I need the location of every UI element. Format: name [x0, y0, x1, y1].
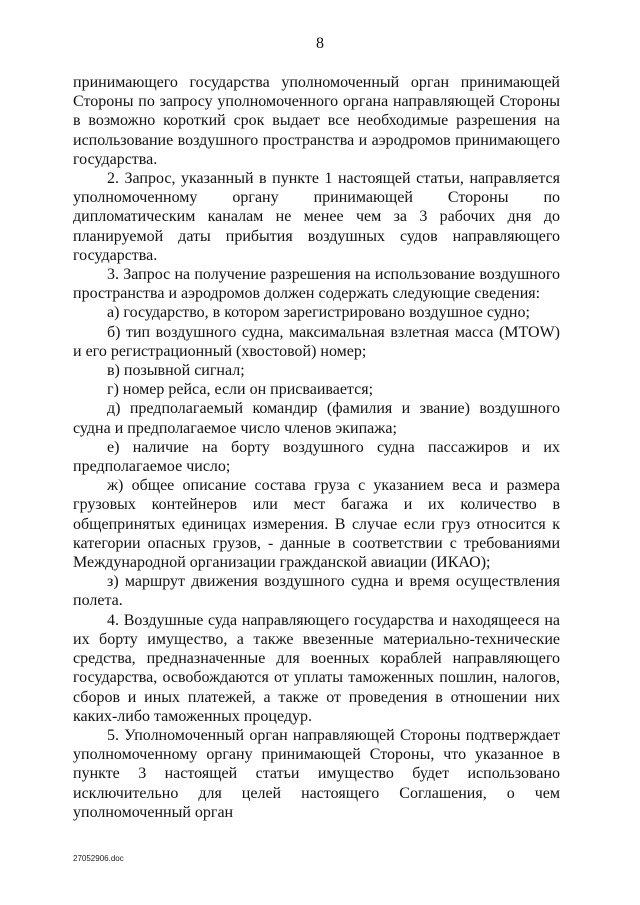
file-name-footer: 27052906.doc — [73, 854, 124, 863]
list-item: е) наличие на борту воздушного судна пассажиров и их предполагаемое число; — [73, 438, 560, 476]
list-item: д) предполагаемый командир (фамилия и звание) воздушного судна и предполагаемое число членов экипажа; — [73, 400, 560, 437]
list-item: в) позывной сигнал; — [107, 362, 245, 380]
paragraph: 5. Уполномоченный орган направляющей Стороны подтверждает уполномоченному органу принимающей Стороны, что указанное в пункте 3 настоящей статьи имущество будет использовано исключительно для целей настоящего Соглашения, о чем уполномоченный орган — [73, 726, 560, 821]
paragraph: 3. Запрос на получение разрешения на использование воздушного пространства и аэродромов должен содержать следующие сведения: — [73, 266, 560, 303]
paragraph: 2. Запрос, указанный в пункте 1 настоящей статьи, направляется уполномоченному органу принимающей Стороны по дипломатическим каналам не менее чем за 3 рабочих дня до планируемой даты прибытия воздушных судов направляющего государства. — [73, 170, 560, 264]
list-item: б) тип воздушного судна, максимальная взлетная масса (MTOW) и его регистрационный (хвостовой) номер; — [73, 323, 560, 360]
document-body — [73, 73, 560, 822]
paragraph: 4. Воздушные суда направляющего государства и находящееся на их борту имущество, а также ввезенные материально-технические средства, предназначенные для военных кораблей направляющего государства, освобождаются от уплаты таможенных пошлин, налогов, сборов и иных платежей, а также от проведения в отношении них каких-либо таможенных процедур. — [73, 611, 560, 725]
paragraph: принимающего государства уполномоченный орган принимающей Стороны по запросу уполномоченного органа направляющей Стороны в возможно короткий срок выдает все необходимые разрешения на использование воздушного пространства и аэродромов принимающего государства. — [73, 74, 560, 168]
page-number: 8 — [316, 35, 324, 52]
list-item: г) номер рейса, если он присваивается; — [107, 381, 374, 399]
list-item: ж) общее описание состава груза с указанием веса и размера грузовых контейнеров или мест багажа и их количество в общепринятых единицах измерения. В случае если груз относится к категории опасных грузов, - данные в соответствии с требованиями Международной организации гражданской авиации (ИКАО); — [73, 477, 560, 572]
list-item: а) государство, в котором зарегистрировано воздушное судно; — [107, 304, 530, 322]
list-item: з) маршрут движения воздушного судна и время осуществления полета. — [73, 573, 560, 610]
